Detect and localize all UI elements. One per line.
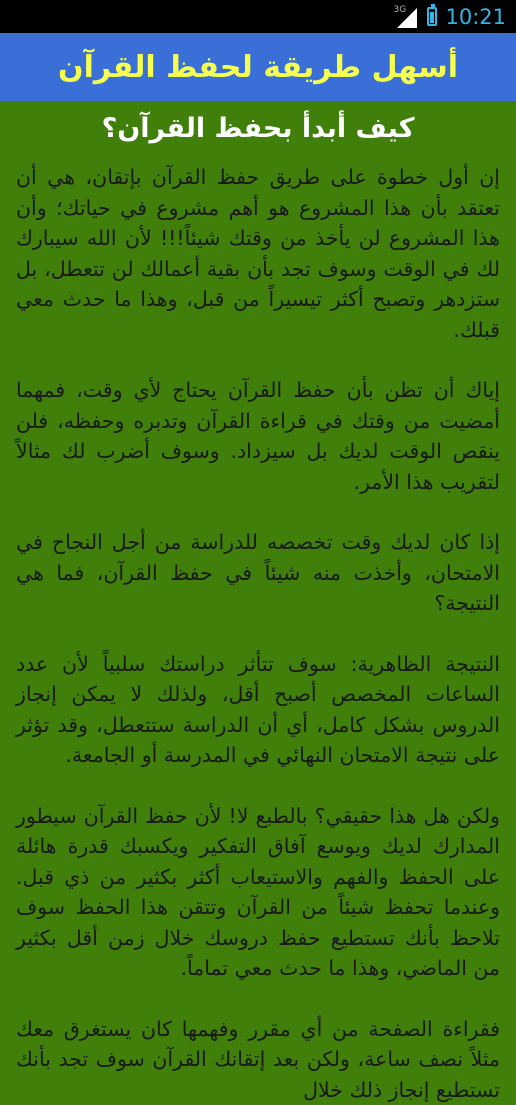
status-icons: [395, 0, 506, 33]
app-title: أسهل طريقة لحفظ القرآن: [58, 50, 458, 85]
article-paragraph: ولكن هل هذا حقيقي؟ بالطبع لا! لأن حفظ القرآن سيطور المدارك لديك ويوسع آفاق التفكير ويكسبك قدرة هائلة على الحفظ والفهم والاستيعاب أكثر بكثير من ذي قبل. وعندما تحفظ شيئاً من القرآن وتتقن هذا الحفظ سوف تلاحظ بأنك تستطيع حفظ دروسك خلال زمن أقل بكثير من الماضي، وهذا ما حدث معي تماماً.: [16, 801, 500, 984]
article-paragraph: إن أول خطوة على طريق حفظ القرآن بإتقان، هي أن تعتقد بأن هذا المشروع هو أهم مشروع في حياتك؛ وأن هذا المشروع لن يأخذ من وقتك شيئاً!!! لأن الله سيبارك لك في الوقت وسوف تجد بأن بقية أعمالك لن تتعطل، بل ستزدهر وتصبح أكثر تيسيراً من قبل، وهذا ما حدث معي قبلك.: [16, 162, 500, 345]
article-paragraph: فقراءة الصفحة من أي مقرر وفهمها كان يستغرق معك مثلاً نصف ساعة، ولكن بعد إتقانك القرآن سوف تجد بأنك تستطيع إنجاز ذلك خلال: [16, 1014, 500, 1105]
article-heading: كيف أبدأ بحفظ القرآن؟: [16, 113, 500, 144]
status-time: 10:21: [445, 5, 506, 29]
network-type-label: 3G: [393, 5, 406, 15]
article-paragraph: النتيجة الظاهرية: سوف تتأثر دراستك سلبياً لأن عدد الساعات المخصص أصبح أقل، ولذلك لا يمكن إنجاز الدروس بشكل كامل، أي أن الدراسة ستتعطل، وقد تؤثر على نتيجة الامتحان النهائي في المدرسة أو الجامعة.: [16, 649, 500, 771]
battery-icon: [427, 7, 437, 26]
app-bar: [0, 33, 516, 101]
article-paragraph: إياك أن تظن بأن حفظ القرآن يحتاج لأي وقت، فمهما أمضيت من وقتك في قراءة القرآن وتدبره وحفظه، فلن ينقص الوقت لديك بل سيزداد. وسوف أضرب لك مثالاً لتقريب هذا الأمر.: [16, 375, 500, 497]
article-content[interactable]: [0, 101, 516, 800]
article-paragraph: إذا كان لديك وقت تخصصه للدراسة من أجل النجاح في الامتحان، وأخذت منه شيئاً في حفظ القرآن، فما هي النتيجة؟: [16, 527, 500, 619]
signal-icon: [395, 6, 419, 28]
status-bar: [0, 0, 516, 33]
